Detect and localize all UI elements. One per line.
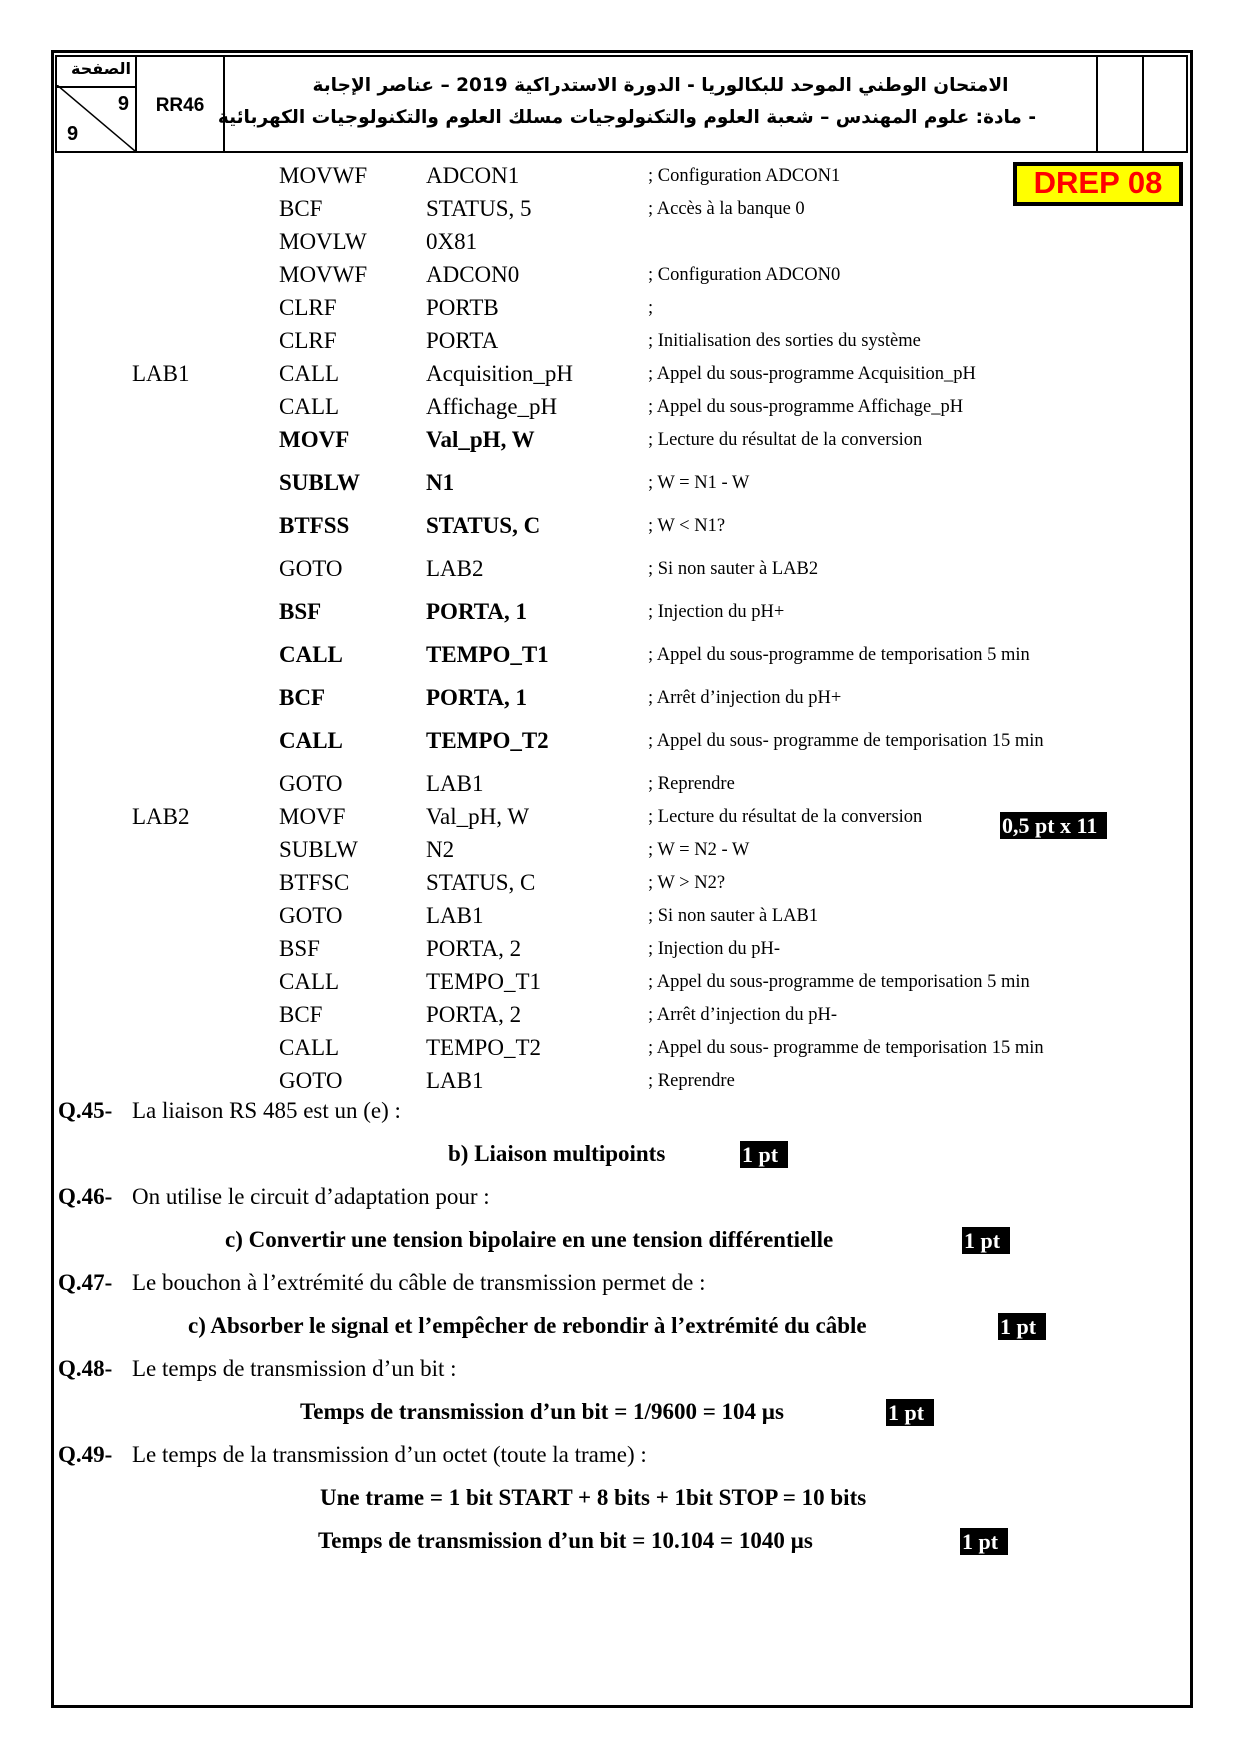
blank-cell (1098, 57, 1144, 151)
code-instruction: CALL (279, 394, 340, 419)
code-comment: ; Si non sauter à LAB2 (648, 559, 819, 579)
code-line (0, 328, 1240, 358)
code-instruction: CLRF (279, 295, 337, 320)
code-comment: ; Accès à la banque 0 (648, 199, 805, 219)
exam-header (55, 55, 1188, 153)
code-comment: ; Appel du sous-programme de temporisation 5 min (648, 972, 1030, 992)
code-instruction: BSF (279, 599, 322, 624)
code-line (0, 1002, 1240, 1032)
code-instruction: MOVF (279, 804, 346, 829)
answer-47: c) Absorber le signal et l’empêcher de rebondir à l’extrémité du câble (188, 1313, 867, 1338)
code-line (0, 771, 1240, 801)
code-comment: ; Reprendre (648, 1071, 735, 1091)
drep-badge-label: DREP 08 (1015, 164, 1181, 204)
question-text: Le temps de la transmission d’un octet (toute la trame) : (132, 1442, 647, 1467)
code-operand: N1 (426, 470, 455, 495)
question-text: Le bouchon à l’extrémité du câble de transmission permet de : (132, 1270, 706, 1295)
code-comment: ; Appel du sous- programme de temporisation 15 min (648, 1038, 1044, 1058)
points-badge-47: 1 pt (998, 1313, 1046, 1340)
program-points-badge: 0,5 pt x 11 (1000, 812, 1107, 839)
code-line (0, 685, 1240, 715)
code-instruction: CALL (279, 1035, 340, 1060)
code-line (0, 1035, 1240, 1065)
code-operand: PORTA (426, 328, 499, 353)
question-text: La liaison RS 485 est un (e) : (132, 1098, 401, 1123)
code-line (0, 870, 1240, 900)
code-instruction: CALL (279, 642, 343, 667)
code-comment: ; Arrêt d’injection du pH+ (648, 688, 842, 708)
code-instruction: GOTO (279, 771, 343, 796)
code-instruction: GOTO (279, 556, 343, 581)
code-line (0, 361, 1240, 391)
code-instruction: MOVWF (279, 163, 368, 188)
code-instruction: MOVLW (279, 229, 367, 254)
code-label: LAB1 (132, 361, 190, 386)
code-comment: ; (648, 298, 654, 318)
code-operand: PORTA, 1 (426, 685, 527, 710)
answer-48: Temps de transmission d’un bit = 1/9600 = 104 µs (300, 1399, 785, 1424)
code-instruction: CALL (279, 969, 340, 994)
points-badge-49: 1 pt (960, 1528, 1008, 1555)
code-operand: STATUS, C (426, 513, 541, 538)
code-operand: TEMPO_T1 (426, 642, 549, 667)
code-line (0, 728, 1240, 758)
code-operand: Val_pH, W (426, 427, 535, 452)
blank-cell (1144, 57, 1190, 151)
question-number: Q.48- (58, 1356, 113, 1381)
page-number: 9 (117, 93, 129, 115)
code-comment: ; Appel du sous-programme de temporisation 5 min (648, 645, 1030, 665)
answer-46: c) Convertir une tension bipolaire en une tension différentielle (225, 1227, 834, 1252)
code-comment: ; W < N1? (648, 516, 726, 536)
code-comment: ; Appel du sous- programme de temporisation 15 min (648, 731, 1044, 751)
code-line (0, 470, 1240, 500)
question-49 (58, 1442, 1178, 1468)
code-operand: LAB1 (426, 1068, 484, 1093)
code-instruction: BTFSC (279, 870, 350, 895)
code-operand: TEMPO_T1 (426, 969, 541, 994)
code-instruction: MOVF (279, 427, 350, 452)
answer-49-time: Temps de transmission d’un bit = 10.104 = 1040 µs (318, 1528, 813, 1553)
code-instruction: GOTO (279, 903, 343, 928)
code-line (0, 642, 1240, 672)
code-line (0, 837, 1240, 867)
code-comment: ; Lecture du résultat de la conversion (648, 430, 923, 450)
question-text: Le temps de transmission d’un bit : (132, 1356, 457, 1381)
page-total: 9 (67, 123, 79, 145)
points-badge-46: 1 pt (962, 1227, 1010, 1254)
code-instruction: CALL (279, 361, 340, 386)
code-comment: ; Arrêt d’injection du pH- (648, 1005, 838, 1025)
exam-title: الامتحان الوطني الموحد للبكالوريا - الدورة الاستدراكية 2019 – عناصر الإجابة (312, 75, 1009, 96)
code-instruction: BCF (279, 685, 325, 710)
code-comment: ; Appel du sous-programme Acquisition_pH (648, 364, 976, 384)
code-instruction: BSF (279, 936, 320, 961)
code-line (0, 427, 1240, 457)
question-number: Q.49- (58, 1442, 113, 1467)
code-line (0, 556, 1240, 586)
exam-code: RR46 (155, 95, 205, 116)
code-line (0, 599, 1240, 629)
code-instruction: GOTO (279, 1068, 343, 1093)
question-number: Q.45- (58, 1098, 113, 1123)
question-45 (58, 1098, 1178, 1124)
points-badge-48: 1 pt (886, 1399, 934, 1426)
code-instruction: BTFSS (279, 513, 350, 538)
code-line (0, 163, 1240, 193)
code-comment: ; W = N1 - W (648, 473, 750, 493)
code-comment: ; W = N2 - W (648, 840, 750, 860)
question-47 (58, 1270, 1178, 1296)
question-46 (58, 1184, 1178, 1210)
code-operand: PORTB (426, 295, 499, 320)
code-comment: ; Si non sauter à LAB1 (648, 906, 819, 926)
code-comment: ; Initialisation des sorties du système (648, 331, 921, 351)
code-operand: PORTA, 2 (426, 1002, 522, 1027)
code-line (0, 513, 1240, 543)
answer-45: b) Liaison multipoints (448, 1141, 666, 1166)
code-operand: LAB1 (426, 903, 484, 928)
code-comment: ; Injection du pH+ (648, 602, 785, 622)
answer-49-frame: Une trame = 1 bit START + 8 bits + 1bit STOP = 10 bits (320, 1485, 867, 1510)
code-operand: N2 (426, 837, 455, 862)
code-instruction: BCF (279, 1002, 323, 1027)
code-operand: TEMPO_T2 (426, 1035, 541, 1060)
code-operand: STATUS, C (426, 870, 536, 895)
code-operand: LAB2 (426, 556, 484, 581)
code-operand: Affichage_pH (426, 394, 558, 419)
code-comment: ; Lecture du résultat de la conversion (648, 807, 923, 827)
code-operand: TEMPO_T2 (426, 728, 549, 753)
page-cell (57, 57, 137, 151)
code-operand: LAB1 (426, 771, 484, 796)
page-label: الصفحة (70, 59, 131, 78)
code-line (0, 196, 1240, 226)
code-operand: Acquisition_pH (426, 361, 573, 386)
code-line (0, 1068, 1240, 1098)
code-line (0, 969, 1240, 999)
code-instruction: MOVWF (279, 262, 368, 287)
code-comment: ; Appel du sous-programme Affichage_pH (648, 397, 964, 417)
code-operand: ADCON1 (426, 163, 520, 188)
code-comment: ; Reprendre (648, 774, 735, 794)
exam-subject: - مادة: علوم المهندس – شعبة العلوم والتكنولوجيات مسلك العلوم والتكنولوجيات الكهربائية (217, 107, 1036, 128)
code-line (0, 936, 1240, 966)
code-instruction: CALL (279, 728, 343, 753)
code-cell (137, 57, 225, 151)
code-operand: 0X81 (426, 229, 478, 254)
code-operand: ADCON0 (426, 262, 520, 287)
code-line (0, 262, 1240, 292)
code-operand: Val_pH, W (426, 804, 530, 829)
question-number: Q.47- (58, 1270, 113, 1295)
question-text: On utilise le circuit d’adaptation pour : (132, 1184, 490, 1209)
code-instruction: BCF (279, 196, 323, 221)
code-comment: ; Configuration ADCON0 (648, 265, 841, 285)
question-number: Q.46- (58, 1184, 113, 1209)
code-comment: ; Injection du pH- (648, 939, 781, 959)
title-cell (217, 57, 1098, 151)
code-instruction: SUBLW (279, 837, 358, 862)
code-line (0, 394, 1240, 424)
code-line (0, 229, 1240, 259)
points-badge-45: 1 pt (740, 1141, 788, 1168)
code-instruction: CLRF (279, 328, 337, 353)
code-operand: PORTA, 1 (426, 599, 527, 624)
code-line (0, 295, 1240, 325)
code-comment: ; W > N2? (648, 873, 726, 893)
question-48 (58, 1356, 1178, 1382)
code-comment: ; Configuration ADCON1 (648, 166, 841, 186)
code-label: LAB2 (132, 804, 190, 829)
code-line (0, 903, 1240, 933)
code-instruction: SUBLW (279, 470, 360, 495)
code-operand: STATUS, 5 (426, 196, 532, 221)
code-operand: PORTA, 2 (426, 936, 522, 961)
